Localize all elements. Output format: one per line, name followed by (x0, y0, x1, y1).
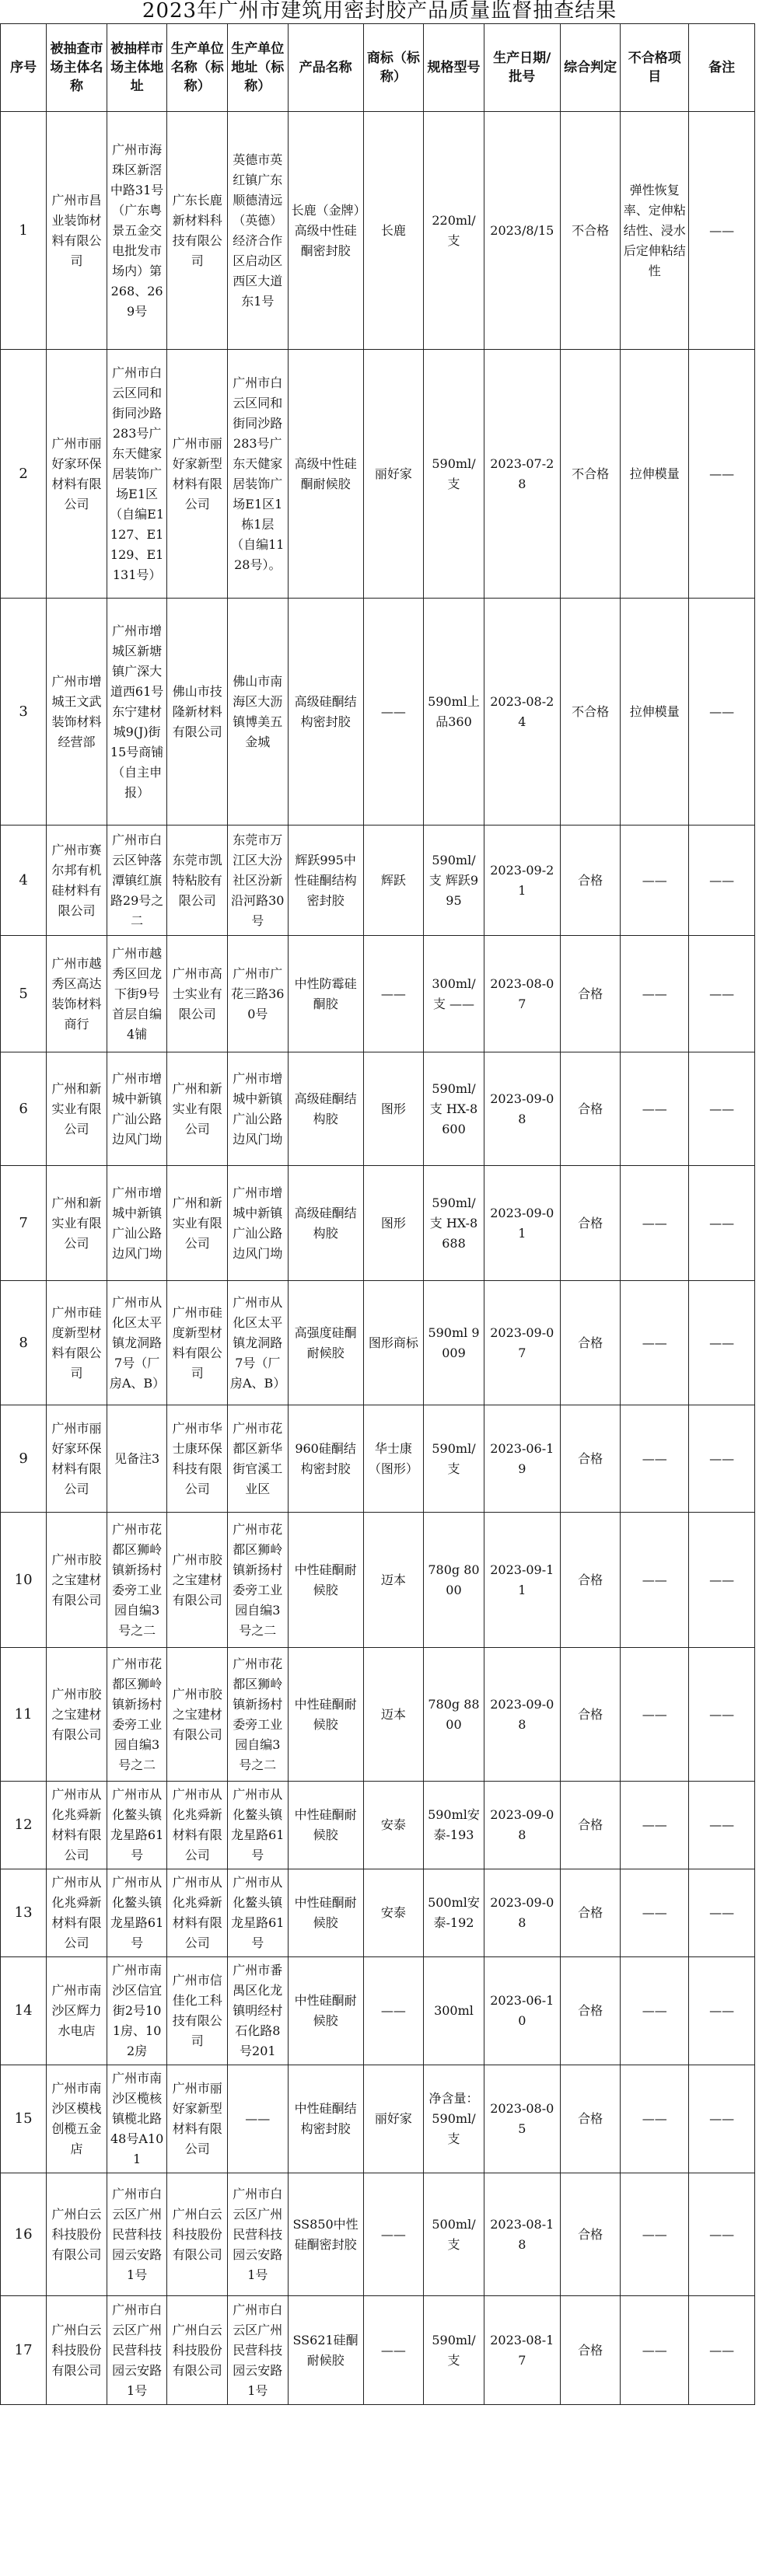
table-cell: 广州市增城区新塘镇广深大道西61号东宁建材城9(J)街15号商铺（自主申报） (107, 599, 167, 826)
table-row (1, 112, 755, 350)
table-cell: 590ml上品360 (424, 599, 484, 826)
table-cell: 2023-08-07 (484, 936, 560, 1052)
table-cell: 6 (1, 1052, 47, 1166)
table-cell: 合格 (560, 1782, 621, 1869)
table-cell: —— (689, 599, 755, 826)
table-row (1, 1513, 755, 1648)
table-cell: —— (689, 112, 755, 350)
table-cell: 广州市花都区狮岭镇新扬村委旁工业园自编3号之二 (228, 1648, 289, 1782)
table-cell: 弹性恢复率、定伸粘结性、浸水后定伸粘结性 (621, 112, 689, 350)
table-row (1, 1648, 755, 1782)
table-cell: —— (363, 1957, 424, 2065)
table-cell: 不合格 (560, 599, 621, 826)
table-cell: —— (363, 599, 424, 826)
table-cell: 合格 (560, 2173, 621, 2296)
table-cell: 拉伸模量 (621, 599, 689, 826)
table-cell: 广州市硅度新型材料有限公司 (47, 1281, 107, 1405)
table-cell: 广州市胶之宝建材有限公司 (47, 1513, 107, 1648)
table-cell: —— (621, 2065, 689, 2173)
table-cell: 960硅酮结构密封胶 (288, 1405, 363, 1513)
table-cell: 14 (1, 1957, 47, 2065)
table-cell: 合格 (560, 1513, 621, 1648)
table-cell: —— (621, 1869, 689, 1957)
table-cell: 拉伸模量 (621, 350, 689, 599)
table-cell: 广州市花都区狮岭镇新扬村委旁工业园自编3号之二 (107, 1513, 167, 1648)
table-cell: —— (363, 2173, 424, 2296)
table-cell: 图形 (363, 1052, 424, 1166)
table-cell: —— (621, 1166, 689, 1281)
table-cell: 佛山市南海区大沥镇博美五金城 (228, 599, 289, 826)
table-cell: 590ml/支 (424, 350, 484, 599)
table-cell: 中性硅酮耐候胶 (288, 1513, 363, 1648)
table-cell: 16 (1, 2173, 47, 2296)
table-cell: —— (689, 1405, 755, 1513)
table-cell: 合格 (560, 1957, 621, 2065)
table-cell: 300ml (424, 1957, 484, 2065)
table-cell: 广州市高士实业有限公司 (167, 936, 228, 1052)
table-cell: 广州市花都区狮岭镇新扬村委旁工业园自编3号之二 (107, 1648, 167, 1782)
table-cell: 安泰 (363, 1782, 424, 1869)
table-cell: —— (689, 1782, 755, 1869)
header-cell: 生产单位名称（标称） (167, 24, 228, 112)
table-cell: —— (689, 1052, 755, 1166)
table-cell: 590ml/支 (424, 2296, 484, 2405)
table-cell: 广州市从化兆舜新材料有限公司 (167, 1869, 228, 1957)
table-cell: 590ml/支 (424, 1405, 484, 1513)
table-cell: 2023-08-17 (484, 2296, 560, 2405)
table-cell: 2023-09-21 (484, 826, 560, 936)
table-cell: 广州市丽好家新型材料有限公司 (167, 2065, 228, 2173)
table-cell: SS850中性硅酮密封胶 (288, 2173, 363, 2296)
table-cell: 广州市白云区钟落潭镇红旗路29号之二 (107, 826, 167, 936)
table-cell: 中性硅酮耐候胶 (288, 1869, 363, 1957)
table-cell: 2023-06-10 (484, 1957, 560, 2065)
table-cell: 10 (1, 1513, 47, 1648)
table-cell: 不合格 (560, 112, 621, 350)
table-cell: 广州市从化兆舜新材料有限公司 (167, 1782, 228, 1869)
table-cell: 辉跃995中性硅酮结构密封胶 (288, 826, 363, 936)
table-cell: 华士康（图形） (363, 1405, 424, 1513)
table-cell: 广州市增城中新镇广汕公路边风门坳 (228, 1166, 289, 1281)
table-cell: 佛山市技隆新材料有限公司 (167, 599, 228, 826)
header-cell: 商标（标称） (363, 24, 424, 112)
table-cell: 广州市白云区同和街同沙路283号广东天健家居装饰广场E1区（自编E1127、E1129、E1131号） (107, 350, 167, 599)
table-cell: 广州市增城王文武装饰材料经营部 (47, 599, 107, 826)
table-cell: 广州和新实业有限公司 (167, 1052, 228, 1166)
table-cell: 1 (1, 112, 47, 350)
table-cell: 安泰 (363, 1869, 424, 1957)
table-cell: 高级中性硅酮耐候胶 (288, 350, 363, 599)
table-cell: 2023-09-08 (484, 1782, 560, 1869)
table-cell: —— (621, 826, 689, 936)
table-cell: 7 (1, 1166, 47, 1281)
table-cell: 广州市白云区广州民营科技园云安路1号 (107, 2296, 167, 2405)
table-cell: 4 (1, 826, 47, 936)
table-cell: 广州市丽好家环保材料有限公司 (47, 350, 107, 599)
table-cell: 广州市白云区广州民营科技园云安路1号 (228, 2173, 289, 2296)
table-cell: 11 (1, 1648, 47, 1782)
table-cell: 2023-08-24 (484, 599, 560, 826)
table-cell: 广东长鹿新材料科技有限公司 (167, 112, 228, 350)
table-cell: 合格 (560, 1405, 621, 1513)
table-cell: 广州和新实业有限公司 (47, 1166, 107, 1281)
table-cell: 广州市南沙区榄核镇榄北路48号A101 (107, 2065, 167, 2173)
table-cell: 3 (1, 599, 47, 826)
table-cell: —— (621, 1782, 689, 1869)
table-cell: 广州市信佳化工科技有限公司 (167, 1957, 228, 2065)
table-cell: —— (689, 2065, 755, 2173)
table-cell: 9 (1, 1405, 47, 1513)
table-cell: 净含量：590ml/支 (424, 2065, 484, 2173)
table-cell: 广州白云科技股份有限公司 (47, 2296, 107, 2405)
table-row (1, 1166, 755, 1281)
table-cell: —— (689, 1869, 755, 1957)
table-cell: 2023-09-01 (484, 1166, 560, 1281)
table-row (1, 826, 755, 936)
table-cell: 广州市硅度新型材料有限公司 (167, 1281, 228, 1405)
table-cell: 590ml安泰-193 (424, 1782, 484, 1869)
table-cell: 广州市广花三路360号 (228, 936, 289, 1052)
table-cell: —— (689, 2173, 755, 2296)
table-cell: 合格 (560, 826, 621, 936)
table-cell: —— (621, 1281, 689, 1405)
table-cell: 8 (1, 1281, 47, 1405)
table-cell: 中性硅酮结构密封胶 (288, 2065, 363, 2173)
table-cell: 图形 (363, 1166, 424, 1281)
header-cell: 综合判定 (560, 24, 621, 112)
table-cell: 中性硅酮耐候胶 (288, 1957, 363, 2065)
table-cell: —— (621, 1052, 689, 1166)
table-cell: 500ml安泰-192 (424, 1869, 484, 1957)
table-cell: 590ml/支 辉跃995 (424, 826, 484, 936)
table-cell: 广州市从化区太平镇龙洞路7号（厂房A、B） (228, 1281, 289, 1405)
table-row (1, 1052, 755, 1166)
table-cell: 合格 (560, 1166, 621, 1281)
table-cell: 2 (1, 350, 47, 599)
table-cell: 220ml/支 (424, 112, 484, 350)
table-cell: 12 (1, 1782, 47, 1869)
page-title: 2023年广州市建筑用密封胶产品质量监督抽查结果 (142, 0, 617, 23)
table-cell: 广州市胶之宝建材有限公司 (167, 1648, 228, 1782)
table-cell: 2023-09-11 (484, 1513, 560, 1648)
table-cell: 广州市从化鳌头镇龙星路61号 (228, 1869, 289, 1957)
table-cell: —— (621, 2296, 689, 2405)
table-row (1, 350, 755, 599)
table-cell: 2023-09-08 (484, 1648, 560, 1782)
table-cell: 590ml/支 HX-8600 (424, 1052, 484, 1166)
table-cell: —— (689, 1957, 755, 2065)
table-cell: 中性硅酮耐候胶 (288, 1782, 363, 1869)
table-cell: 广州市白云区广州民营科技园云安路1号 (107, 2173, 167, 2296)
table-cell: 广州和新实业有限公司 (167, 1166, 228, 1281)
table-cell: 广州市丽好家新型材料有限公司 (167, 350, 228, 599)
table-cell: 广州市从化兆舜新材料有限公司 (47, 1782, 107, 1869)
table-cell: 广州市胶之宝建材有限公司 (167, 1513, 228, 1648)
table-cell: —— (689, 936, 755, 1052)
table-cell: 2023/8/15 (484, 112, 560, 350)
table-cell: —— (689, 1281, 755, 1405)
table-cell: 广州市增城中新镇广汕公路边风门坳 (107, 1052, 167, 1166)
table-cell: 高强度硅酮耐候胶 (288, 1281, 363, 1405)
table-cell: 2023-08-18 (484, 2173, 560, 2296)
table-cell: 广州市从化鳌头镇龙星路61号 (107, 1869, 167, 1957)
table-cell: 中性硅酮耐候胶 (288, 1648, 363, 1782)
table-cell: 2023-09-08 (484, 1869, 560, 1957)
table-cell: 长鹿 (363, 112, 424, 350)
table-cell: 合格 (560, 936, 621, 1052)
table-row (1, 1957, 755, 2065)
table-cell: 广州市增城中新镇广汕公路边风门坳 (228, 1052, 289, 1166)
table-cell: 广州市南沙区辉力水电店 (47, 1957, 107, 2065)
table-cell: 合格 (560, 1648, 621, 1782)
table-cell: 广州市增城中新镇广汕公路边风门坳 (107, 1166, 167, 1281)
table-cell: 见备注3 (107, 1405, 167, 1513)
table-cell: 广州市海珠区新滘中路31号（广东粤景五金交电批发市场内）第268、269号 (107, 112, 167, 350)
table-cell: 广州市南沙区信宜街2号101房、102房 (107, 1957, 167, 2065)
table-cell: —— (689, 826, 755, 936)
table-cell: 合格 (560, 1281, 621, 1405)
table-cell: 广州市华士康环保科技有限公司 (167, 1405, 228, 1513)
header-cell: 生产日期/批号 (484, 24, 560, 112)
table-row (1, 1782, 755, 1869)
table-cell: —— (621, 2173, 689, 2296)
table-cell: —— (621, 936, 689, 1052)
table-cell: 迈本 (363, 1648, 424, 1782)
table-cell: 中性防霉硅酮胶 (288, 936, 363, 1052)
table-cell: 合格 (560, 2296, 621, 2405)
header-cell: 被抽样市场主体地址 (107, 24, 167, 112)
table-cell: —— (621, 1405, 689, 1513)
table-cell: 丽好家 (363, 350, 424, 599)
table-cell: 东莞市凯特粘胶有限公司 (167, 826, 228, 936)
table-cell: 2023-08-05 (484, 2065, 560, 2173)
table-cell: 17 (1, 2296, 47, 2405)
table-cell: 780g 8000 (424, 1513, 484, 1648)
table-cell: 15 (1, 2065, 47, 2173)
header-cell: 序号 (1, 24, 47, 112)
table-cell: 合格 (560, 1869, 621, 1957)
table-cell: 广州市南沙区模栈创榄五金店 (47, 2065, 107, 2173)
table-row (1, 599, 755, 826)
table-cell: 长鹿（金牌）高级中性硅酮密封胶 (288, 112, 363, 350)
table-cell: —— (689, 1166, 755, 1281)
table-cell: —— (621, 1513, 689, 1648)
table-cell: 辉跃 (363, 826, 424, 936)
table-cell: —— (689, 1513, 755, 1648)
table-cell: 广州市从化区太平镇龙洞路7号（厂房A、B） (107, 1281, 167, 1405)
table-cell: —— (363, 936, 424, 1052)
results-table (0, 23, 755, 2405)
table-cell: 广州市花都区狮岭镇新扬村委旁工业园自编3号之二 (228, 1513, 289, 1648)
table-cell: 英德市英红镇广东顺德清远（英德）经济合作区启动区西区大道东1号 (228, 112, 289, 350)
table-cell: 广州市花都区新华街官溪工业区 (228, 1405, 289, 1513)
table-cell: 广州市番禺区化龙镇明经村石化路8号201 (228, 1957, 289, 2065)
header-cell: 被抽查市场主体名称 (47, 24, 107, 112)
table-cell: 590ml 9009 (424, 1281, 484, 1405)
table-cell: 780g 8800 (424, 1648, 484, 1782)
table-cell: 广州市赛尔邦有机硅材料有限公司 (47, 826, 107, 936)
header-cell: 生产单位地址（标称） (228, 24, 289, 112)
table-cell: 广州市白云区同和街同沙路283号广东天健家居装饰广场E1区1栋1层（自编1128号）。 (228, 350, 289, 599)
header-cell: 备注 (689, 24, 755, 112)
table-cell: 2023-06-19 (484, 1405, 560, 1513)
table-cell: 2023-07-28 (484, 350, 560, 599)
table-cell: 图形商标 (363, 1281, 424, 1405)
table-cell: 广州市越秀区回龙下街9号首层自编4铺 (107, 936, 167, 1052)
header-row (1, 24, 755, 112)
table-cell: 广州市胶之宝建材有限公司 (47, 1648, 107, 1782)
table-cell: 广州市从化鳌头镇龙星路61号 (228, 1782, 289, 1869)
table-cell: —— (621, 1648, 689, 1782)
header-cell: 不合格项目 (621, 24, 689, 112)
table-cell: 广州市从化兆舜新材料有限公司 (47, 1869, 107, 1957)
table-row (1, 2173, 755, 2296)
table-cell: 广州白云科技股份有限公司 (167, 2296, 228, 2405)
table-cell: 高级硅酮结构密封胶 (288, 599, 363, 826)
table-row (1, 1281, 755, 1405)
table-cell: 2023-09-07 (484, 1281, 560, 1405)
table-cell: 500ml/支 (424, 2173, 484, 2296)
table-cell: 丽好家 (363, 2065, 424, 2173)
table-cell: —— (689, 350, 755, 599)
header-cell: 规格型号 (424, 24, 484, 112)
table-cell: 东莞市万江区大汾社区汾新沿河路30号 (228, 826, 289, 936)
table-cell: 13 (1, 1869, 47, 1957)
table-cell: 高级硅酮结构胶 (288, 1052, 363, 1166)
table-cell: 5 (1, 936, 47, 1052)
table-cell: 广州市越秀区高达装饰材料商行 (47, 936, 107, 1052)
table-row (1, 2065, 755, 2173)
table-cell: 广州市从化鳌头镇龙星路61号 (107, 1782, 167, 1869)
header-cell: 产品名称 (288, 24, 363, 112)
table-cell: 广州市白云区广州民营科技园云安路1号 (228, 2296, 289, 2405)
table-cell: 广州白云科技股份有限公司 (167, 2173, 228, 2296)
table-cell: —— (363, 2296, 424, 2405)
table-cell: 广州市丽好家环保材料有限公司 (47, 1405, 107, 1513)
table-row (1, 1869, 755, 1957)
table-cell: —— (689, 1648, 755, 1782)
table-row (1, 1405, 755, 1513)
table-cell: SS621硅酮耐候胶 (288, 2296, 363, 2405)
table-cell: 迈本 (363, 1513, 424, 1648)
table-cell: —— (689, 2296, 755, 2405)
table-cell: 广州市昌业装饰材料有限公司 (47, 112, 107, 350)
table-row (1, 2296, 755, 2405)
table-cell: 590ml/支 HX-8688 (424, 1166, 484, 1281)
table-cell: 广州白云科技股份有限公司 (47, 2173, 107, 2296)
table-cell: 300ml/支 —— (424, 936, 484, 1052)
table-cell: 合格 (560, 1052, 621, 1166)
table-cell: 广州和新实业有限公司 (47, 1052, 107, 1166)
table-row (1, 936, 755, 1052)
table-cell: —— (621, 1957, 689, 2065)
table-cell: 2023-09-08 (484, 1052, 560, 1166)
table-cell: —— (228, 2065, 289, 2173)
table-cell: 不合格 (560, 350, 621, 599)
table-cell: 合格 (560, 2065, 621, 2173)
table-cell: 高级硅酮结构胶 (288, 1166, 363, 1281)
